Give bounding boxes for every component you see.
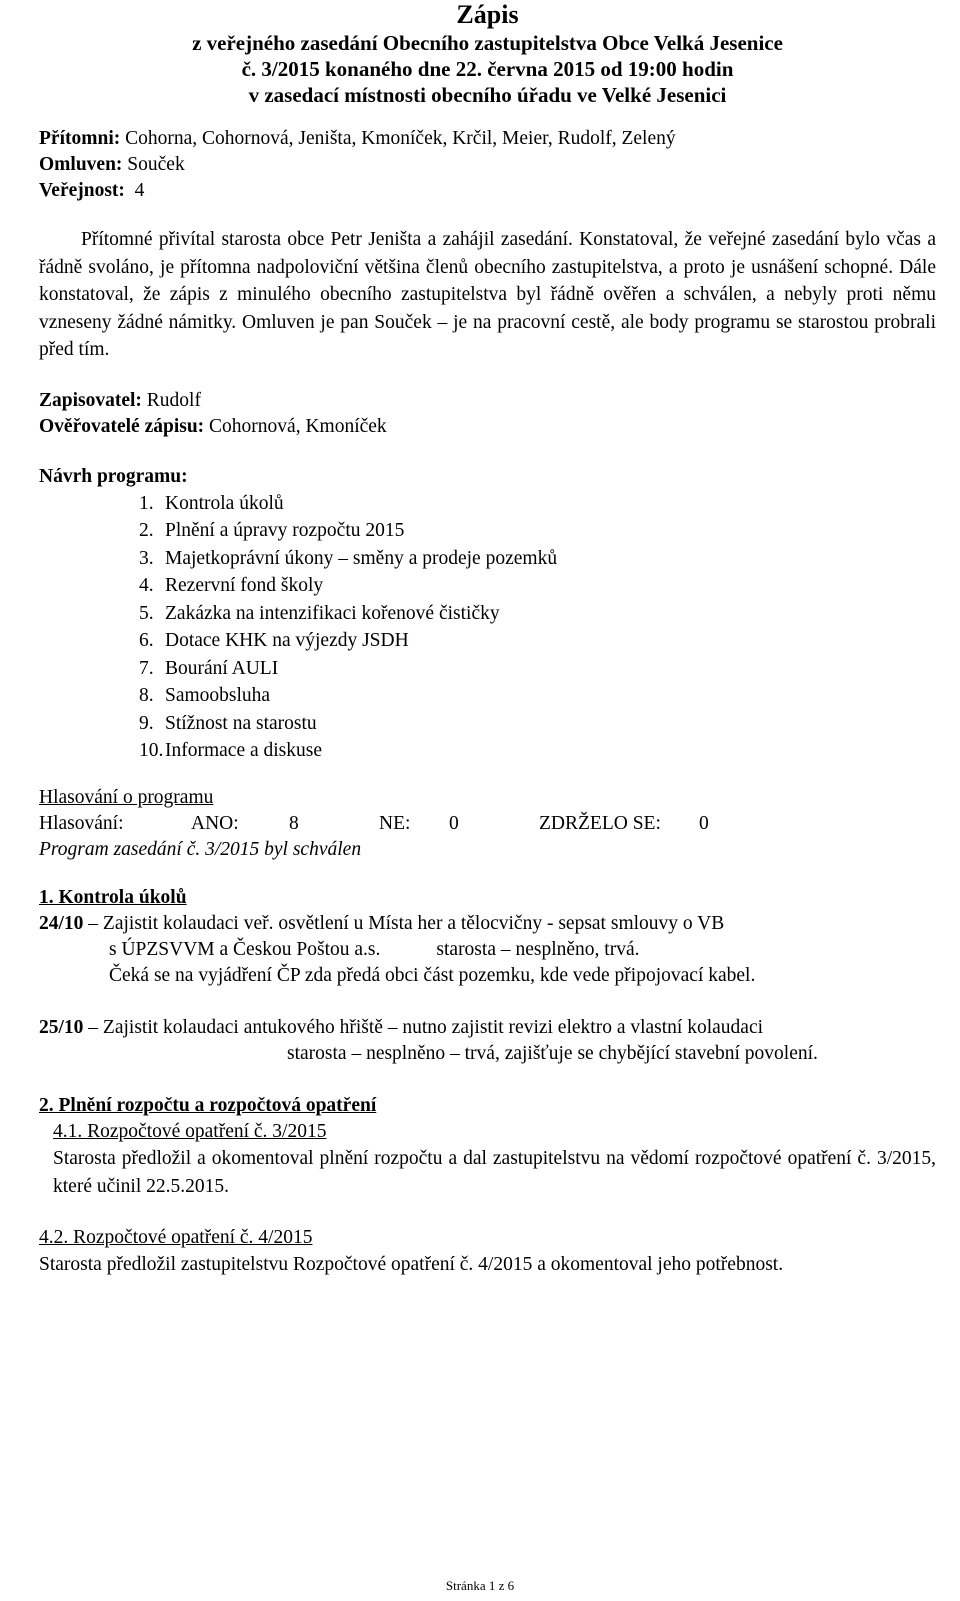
subsection-4-1-heading: 4.1. Rozpočtové opatření č. 3/2015	[53, 1120, 327, 1142]
subsection-4-2-text: Starosta předložil zastupitelstvu Rozpočtové opatření č. 4/2015 a okomentoval jeho potřebnost.	[39, 1253, 784, 1275]
program-item	[39, 627, 936, 655]
excused-line	[39, 152, 936, 178]
header-line-3: v zasedací místnosti obecního úřadu ve Velké Jesenici	[248, 83, 727, 107]
task-1-status: starosta – nesplněno, trvá.	[436, 938, 640, 960]
vote-no-label: NE:	[379, 812, 411, 834]
header-line-1: z veřejného zasedání Obecního zastupitelstva Obce Velká Jesenice	[192, 31, 783, 55]
program-item-number: 5.	[139, 602, 154, 624]
public-label: Veřejnost:	[39, 180, 125, 201]
program-item-text: Zakázka na intenzifikaci kořenové čističky	[165, 602, 500, 624]
vote-result: Program zasedání č. 3/2015 byl schválen	[39, 838, 362, 860]
header-line-2: č. 3/2015 konaného dne 22. června 2015 od 19:00 hodin	[241, 57, 734, 81]
program-item	[39, 710, 936, 738]
program-item-text: Informace a diskuse	[165, 740, 323, 761]
program-item-text: Samoobsluha	[165, 685, 271, 706]
vote-yes-count: 8	[289, 812, 299, 834]
program-item-number: 3.	[139, 547, 154, 569]
task-2-code: 25/10	[39, 1016, 84, 1038]
task-2-status: starosta – nesplněno – trvá, zajišťuje se chybějící stavební povolení.	[287, 1042, 818, 1064]
program-item-text: Dotace KHK na výjezdy JSDH	[165, 630, 409, 651]
vote-no-count: 0	[449, 812, 459, 834]
program-item-text: Stížnost na starostu	[165, 712, 317, 734]
present-label: Přítomni:	[39, 128, 121, 149]
subsection-4-1-text: Starosta předložil a okomentoval plnění rozpočtu a dal zastupitelstvu na vědomí rozpočtové opatření č. 3/2015, které učinil 22.5.2015.	[53, 1147, 936, 1197]
vote-line	[39, 811, 936, 837]
program-item-text: Bourání AULI	[165, 657, 279, 679]
program-item-number: 7.	[139, 657, 154, 679]
section-1-heading: 1. Kontrola úkolů	[39, 886, 187, 908]
program-item-text: Majetkoprávní úkony – směny a prodeje pozemků	[165, 547, 558, 569]
vote-heading: Hlasování o programu	[39, 786, 214, 808]
task-1-code: 24/10	[39, 912, 84, 934]
verifiers-label: Ověřovatelé zápisu:	[39, 415, 205, 437]
program-item-number: 2.	[139, 520, 154, 541]
program-item	[39, 655, 936, 683]
program-item	[39, 682, 936, 710]
public-value: 4	[124, 180, 145, 201]
excused-value: Souček	[122, 154, 185, 175]
vote-abstain-count: 0	[699, 812, 709, 834]
program-item	[39, 737, 936, 765]
program-item	[39, 572, 936, 600]
program-item-number: 9.	[139, 712, 154, 734]
vote-label: Hlasování:	[39, 812, 124, 834]
present-line	[39, 126, 936, 152]
recorder-label: Zapisovatel:	[39, 389, 142, 411]
excused-label: Omluven:	[39, 154, 123, 175]
page-footer: Stránka 1 z 6	[445, 1578, 515, 1593]
section-2-heading: 2. Plnění rozpočtu a rozpočtová opatření	[39, 1094, 377, 1116]
task-1-line-2	[39, 937, 936, 963]
program-item	[39, 545, 936, 573]
program-item-number: 1.	[139, 492, 154, 514]
program-item-text: Kontrola úkolů	[165, 492, 284, 514]
program-item-number: 8.	[139, 685, 154, 706]
task-1-text: – Zajistit kolaudaci veř. osvětlení u Místa her a tělocvičny - sepsat smlouvy o VB	[83, 912, 725, 934]
program-item-number: 10.	[139, 740, 164, 761]
verifiers-value: Cohornová, Kmoníček	[204, 415, 387, 437]
program-item-text: Rezervní fond školy	[165, 575, 324, 596]
recorder-value: Rudolf	[141, 389, 201, 411]
document-title: Zápis	[456, 0, 519, 29]
task-2-line	[39, 1015, 936, 1041]
public-line	[39, 178, 936, 204]
program-item	[39, 600, 936, 628]
program-item-number: 4.	[139, 575, 154, 596]
present-value: Cohorna, Cohornová, Jeništa, Kmoníček, Krčil, Meier, Rudolf, Zelený	[120, 128, 676, 149]
task-1-note: Čeká se na vyjádření ČP zda předá obci část pozemku, kde vede připojovací kabel.	[109, 964, 756, 986]
program-list	[39, 490, 936, 765]
intro-paragraph: Přítomné přivítal starosta obce Petr Jeništa a zahájil zasedání. Konstatoval, že veřejné zasedání bylo včas a řádně svoláno, je přítomna nadpoloviční většina členů obecního zastupitelstva, a proto je usnášení schopné. Dále konstatoval, že zápis z minulého obecního zastupitelstva byl řádně ověřen a schválen, a nebyly proti němu vzneseny žádné námitky. Omluven je pan Souček – je na pracovní cestě, ale body programu se starostou probrali před tím.	[39, 229, 936, 360]
verifiers-line	[39, 414, 936, 440]
program-item	[39, 490, 936, 518]
subsection-4-2-heading: 4.2. Rozpočtové opatření č. 4/2015	[39, 1226, 313, 1248]
program-item	[39, 517, 936, 545]
task-1-line	[39, 911, 936, 937]
task-2-text: – Zajistit kolaudaci antukového hřiště – nutno zajistit revizi elektro a vlastní kolaudaci	[83, 1016, 764, 1038]
vote-yes-label: ANO:	[191, 812, 239, 834]
vote-abstain-label: ZDRŽELO SE:	[539, 812, 661, 834]
program-item-text: Plnění a úpravy rozpočtu 2015	[165, 520, 405, 541]
program-heading: Návrh programu:	[39, 465, 188, 487]
program-item-number: 6.	[139, 630, 154, 651]
task-1-partners: s ÚPZSVVM a Českou Poštou a.s.	[109, 938, 381, 960]
recorder-line	[39, 388, 936, 414]
